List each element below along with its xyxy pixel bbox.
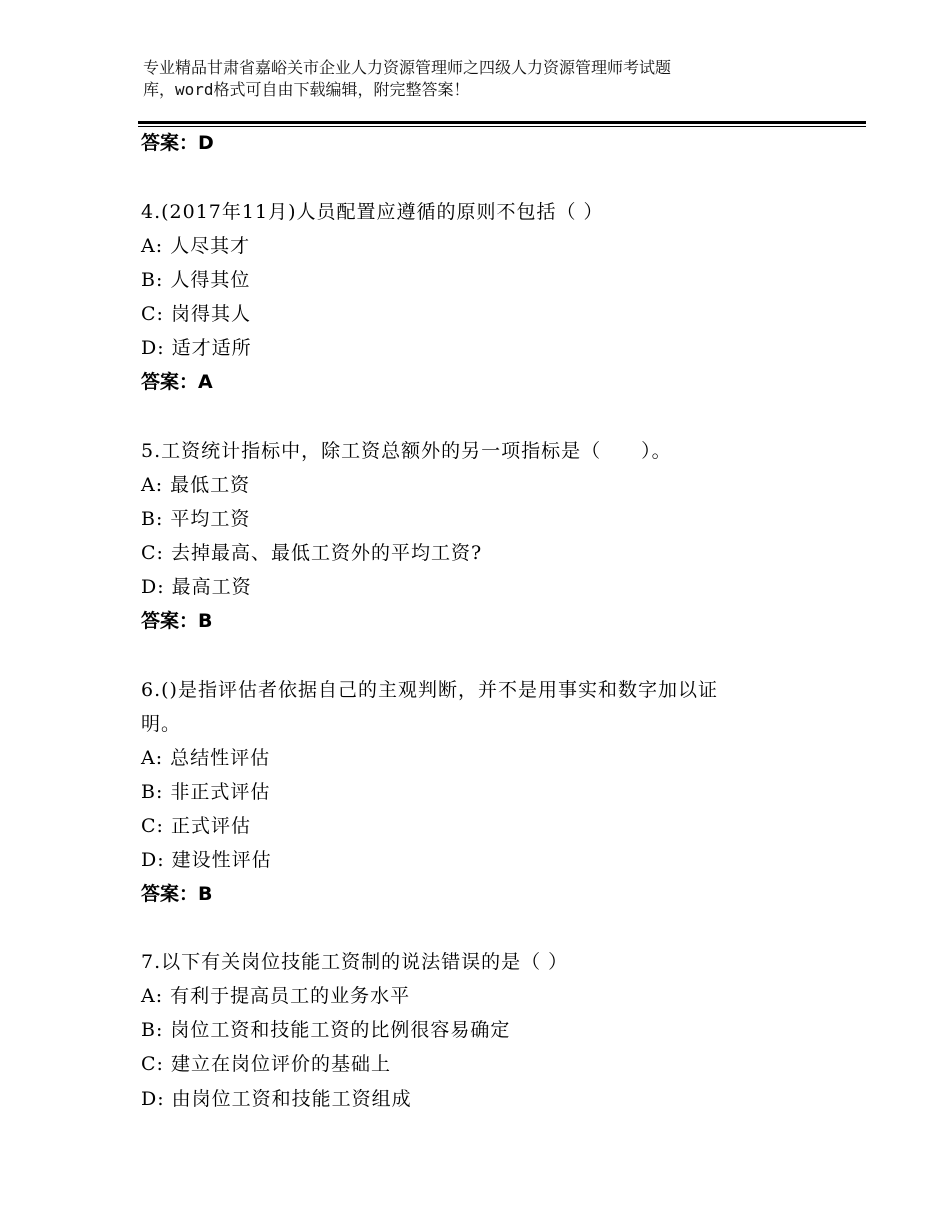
question-7-option-b: B: 岗位工资和技能工资的比例很容易确定 — [141, 1019, 511, 1041]
question-4-option-b: B: 人得其位 — [141, 269, 251, 291]
question-5-option-d: D: 最高工资 — [141, 576, 252, 598]
document-header — [143, 57, 783, 101]
question-6-option-a: A: 总结性评估 — [141, 747, 271, 769]
question-5-answer: 答案：B — [141, 610, 213, 632]
header-line-1: 专业精品甘肃省嘉峪关市企业人力资源管理师之四级人力资源管理师考试题 — [143, 58, 672, 77]
question-7-option-d: D: 由岗位工资和技能工资组成 — [141, 1088, 412, 1110]
question-4-option-d: D: 适才适所 — [141, 337, 252, 359]
question-5-stem: 5.工资统计指标中，除工资总额外的另一项指标是（ ）。 — [141, 440, 672, 462]
question-4-option-a: A: 人尽其才 — [141, 235, 251, 257]
question-4-stem: 4.(2017年11月)人员配置应遵循的原则不包括（ ） — [141, 201, 604, 223]
question-7-option-a: A: 有利于提高员工的业务水平 — [141, 985, 411, 1007]
question-5-option-c: C: 去掉最高、最低工资外的平均工资? — [141, 542, 483, 564]
answer-label: 答案：D — [141, 132, 214, 154]
question-5-option-a: A: 最低工资 — [141, 474, 251, 496]
question-6-stem-line-2: 明。 — [141, 713, 182, 735]
question-6-option-c: C: 正式评估 — [141, 815, 251, 837]
question-4-option-c: C: 岗得其人 — [141, 303, 251, 325]
question-7-stem: 7.以下有关岗位技能工资制的说法错误的是（ ） — [141, 951, 569, 973]
question-4-answer: 答案：A — [141, 371, 213, 393]
question-5-option-b: B: 平均工资 — [141, 508, 251, 530]
question-6-option-b: B: 非正式评估 — [141, 781, 271, 803]
header-rule-thin — [138, 126, 866, 127]
question-6-answer: 答案：B — [141, 883, 213, 905]
question-7-option-c: C: 建立在岗位评价的基础上 — [141, 1053, 391, 1075]
question-6-option-d: D: 建设性评估 — [141, 849, 272, 871]
header-rule-thick — [138, 121, 866, 124]
question-6-stem-line-1: 6.()是指评估者依据自己的主观判断，并不是用事实和数字加以证 — [141, 679, 718, 701]
header-line-2: 库，word格式可自由下载编辑，附完整答案！ — [143, 80, 470, 99]
